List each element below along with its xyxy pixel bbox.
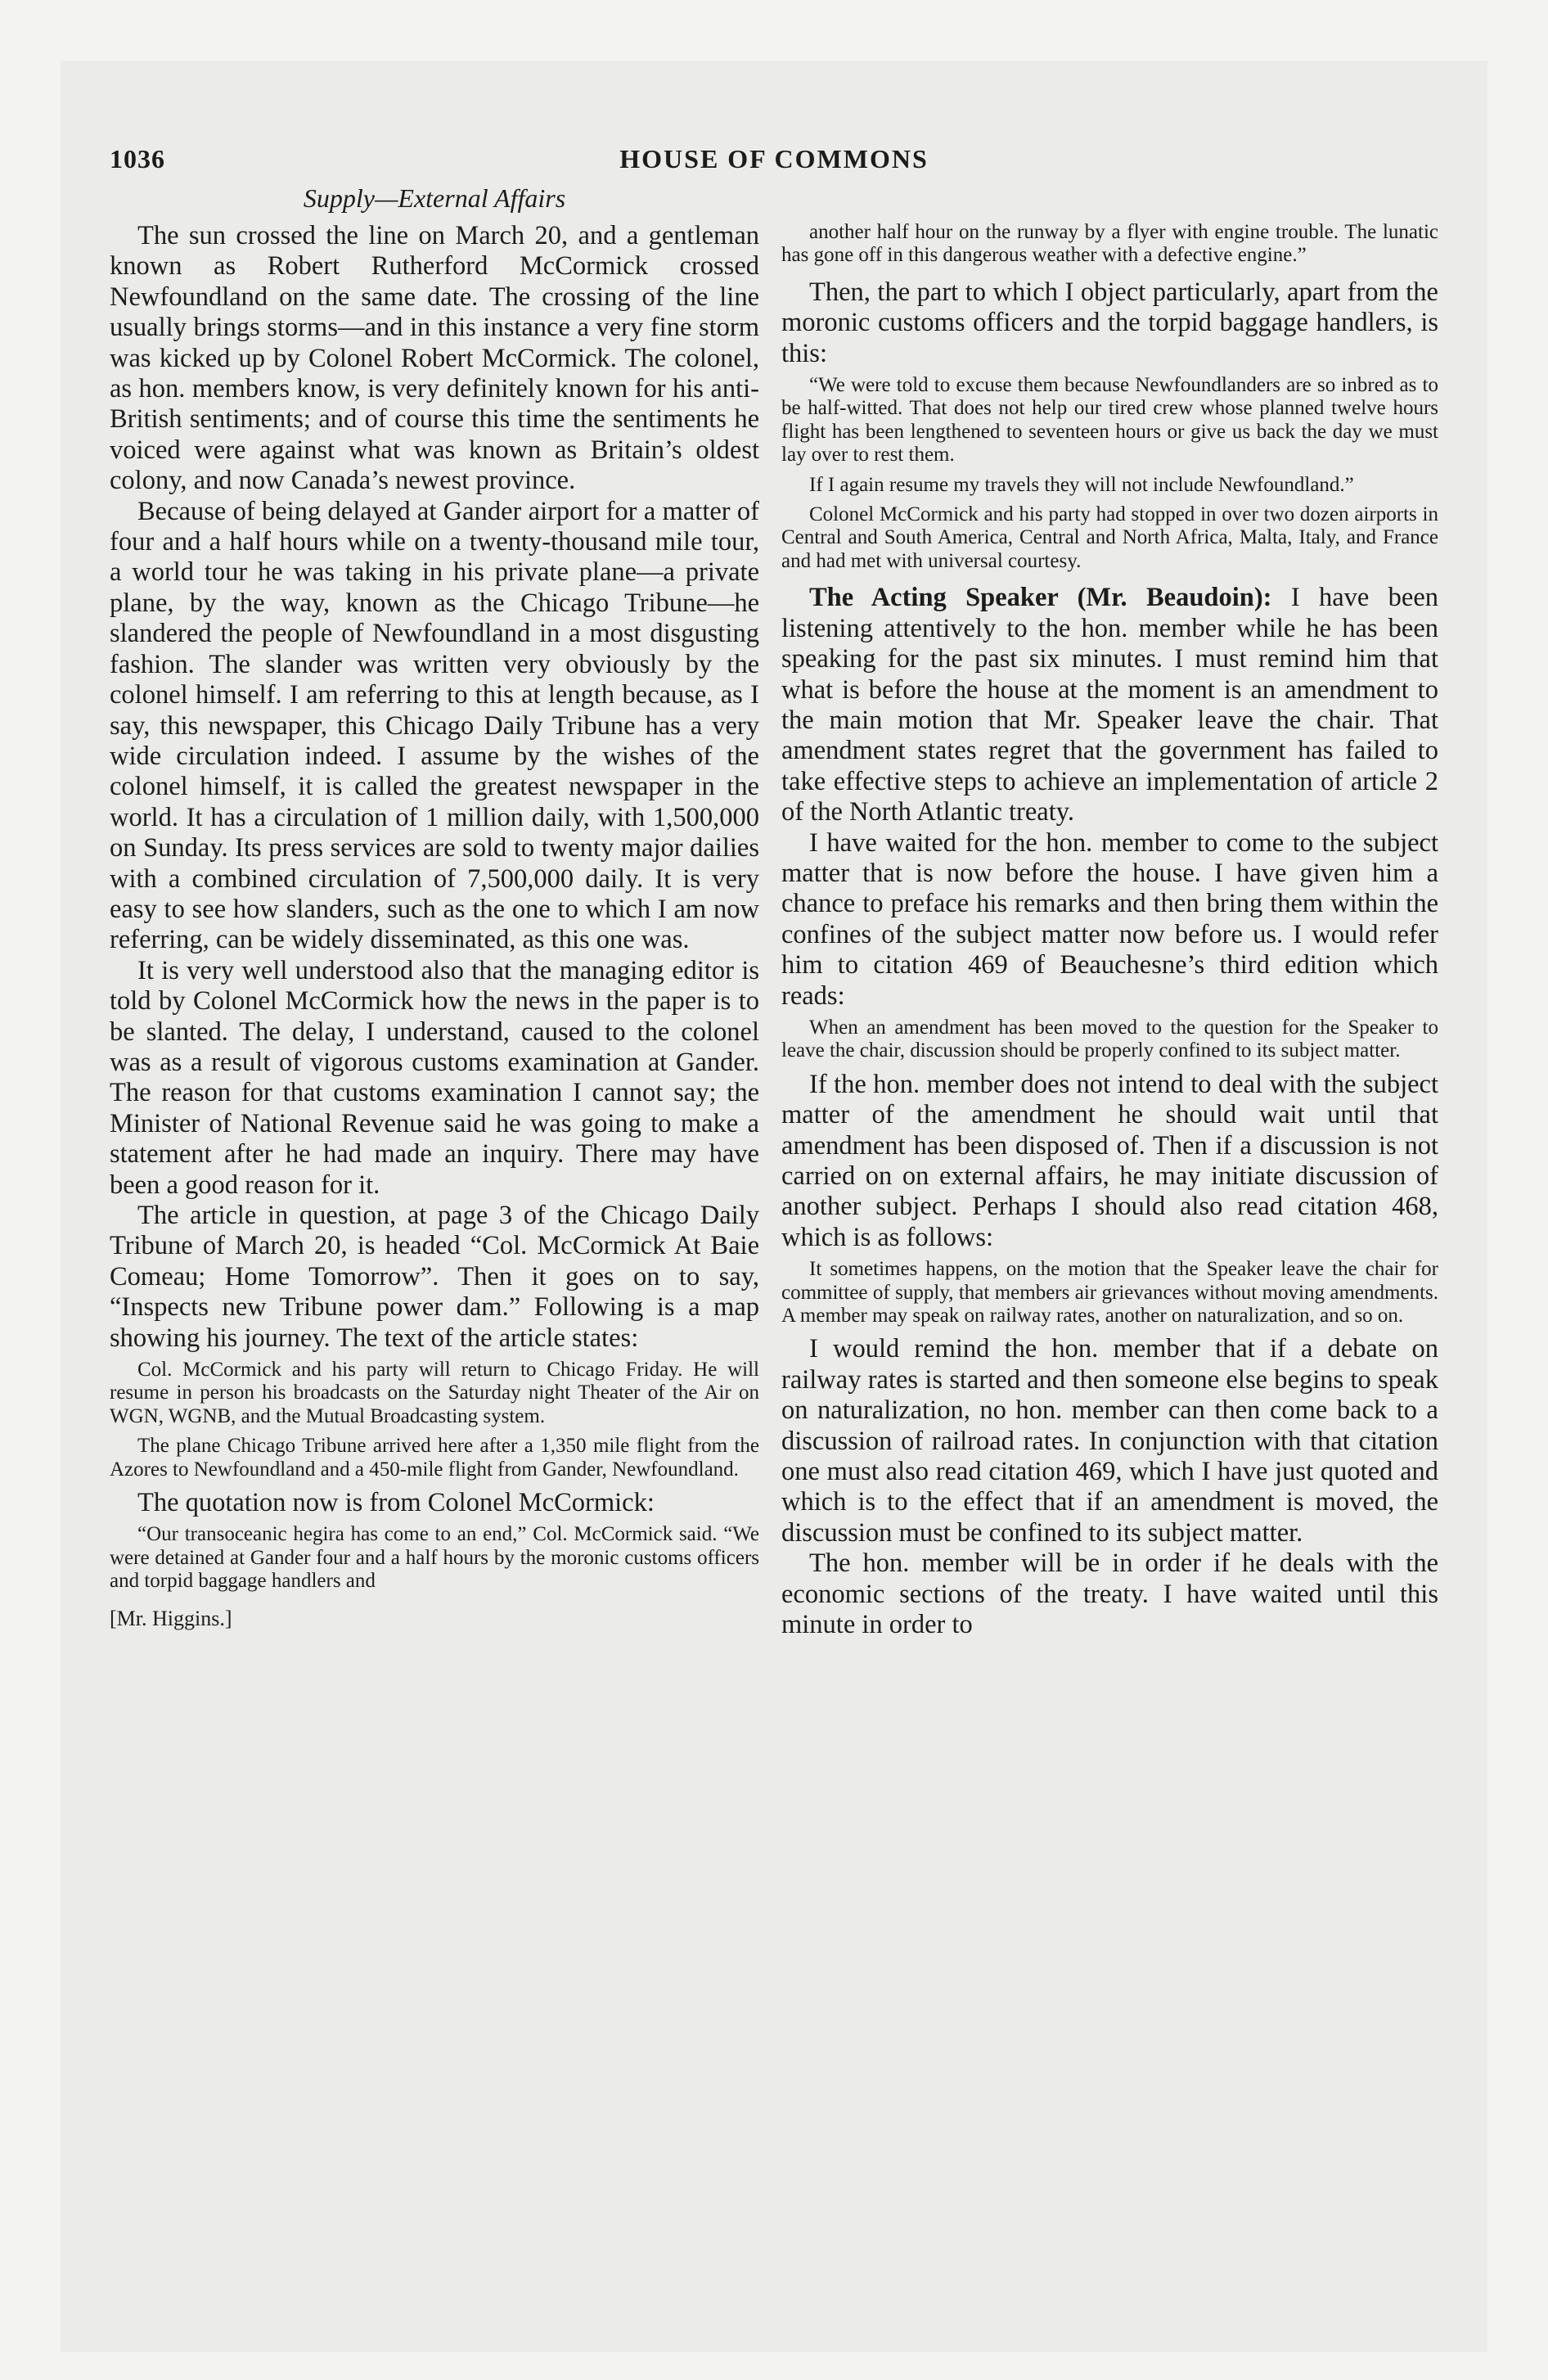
block-quote: The plane Chicago Tribune arrived here after a 1,350 mile flight from the Azores to Newfoundland and a 450-mile flight from Gander, Newfoundland. <box>110 1435 759 1481</box>
speaker-paragraph <box>781 583 1438 827</box>
block-quote: “Our transoceanic hegira has come to an end,” Col. McCormick said. “We were detained at Gander four and a half hours by the moronic customs officers and torpid baggage handlers and <box>110 1523 759 1593</box>
block-quote: When an amendment has been moved to the question for the Speaker to leave the chair, discussion should be properly confined to its subject matter. <box>781 1016 1438 1062</box>
paragraph: The hon. member will be in order if he deals with the economic sections of the treaty. I have waited until this minute in order to <box>781 1548 1438 1640</box>
paragraph: The quotation now is from Colonel McCormick: <box>137 1488 655 1518</box>
block-quote: It sometimes happens, on the motion that the Speaker leave the chair for committee of supply, that members air grievances without moving amendments. A member may speak on railway rates, another on naturalization, and so on. <box>781 1258 1438 1327</box>
paragraph: Then, the part to which I object particularly, apart from the moronic customs officers and the torpid baggage handlers, is this: <box>781 277 1438 368</box>
page-title: HOUSE OF COMMONS <box>619 144 929 174</box>
section-subtitle: Supply—External Affairs <box>303 183 566 213</box>
paragraph: It is very well understood also that the managing editor is told by Colonel McCormick how the news in the paper is to be slanted. The delay, I understand, caused to the colonel was as a result of vigorous customs examination at Gander. The reason for that customs examination I cannot say; the Minister of National Revenue said he was going to make a statement after he had made an inquiry. There may have been a good reason for it. <box>110 955 759 1200</box>
paragraph: Because of being delayed at Gander airport for a matter of four and a half hours while on a twenty-thousand mile tour, a world tour he was taking in his private plane—a private plane, by the way, known as the Chicago Tribune—he slandered the people of Newfoundland in a most disgusting fashion. The slander was written very obviously by the colonel himself. I am referring to this at length because, as I say, this newspaper, this Chicago Daily Tribune has a very wide circulation indeed. I assume by the wishes of the colonel himself, it is called the greatest newspaper in the world. It has a circulation of 1 million daily, with 1,500,000 on Sunday. Its press services are sold to twenty major dailies with a combined circulation of 7,500,000 daily. It is very easy to see how slanders, such as the one to which I am now referring, can be widely disseminated, as this one was. <box>110 496 759 955</box>
paragraph: The sun crossed the line on March 20, and a gentleman known as Robert Rutherford McCormick crossed Newfoundland on the same date. The crossing of the line usually brings storms—and in this instance a very fine storm was kicked up by Colonel Robert McCormick. The colonel, as hon. members know, is very definitely known for his anti-British sentiments; and of course this time the sentiments he voiced were against what was known as Britain’s oldest colony, and now Canada’s newest province. <box>110 221 759 496</box>
block-quote: Colonel McCormick and his party had stopped in over two dozen airports in Central and South America, Central and North Africa, Malta, Italy, and France and had met with universal courtesy. <box>781 503 1438 572</box>
paragraph: I would remind the hon. member that if a debate on railway rates is started and then someone else begins to speak on naturalization, no hon. member can then come back to a discussion of railroad rates. In conjunction with that citation one must also read citation 469, which I have just quoted and which is to the effect that if an amendment is moved, the discussion must be confined to its subject matter. <box>781 1334 1438 1548</box>
left-column <box>110 221 759 1631</box>
speaker-text: I have been listening attentively to the hon. member while he has been speaking for the past six minutes. I must remind him that what is before the house at the moment is an amendment to the main motion that Mr. Speaker leave the chair. That amendment states regret that the government has failed to take effective steps to achieve an implementation of article 2 of the North Atlantic treaty. <box>781 583 1439 827</box>
block-quote: another half hour on the runway by a flyer with engine trouble. The lunatic has gone off in this dangerous weather with a defective engine.” <box>781 221 1438 267</box>
right-column <box>781 221 1438 1641</box>
page-number: 1036 <box>110 144 165 174</box>
block-quote: If I again resume my travels they will not include Newfoundland.” <box>809 473 1354 496</box>
paragraph: I have waited for the hon. member to come to the subject matter that is now before the house. I have given him a chance to preface his remarks and then bring them within the confines of the subject matter now before us. I would refer him to citation 469 of Beauchesne’s third edition which reads: <box>781 827 1438 1011</box>
paragraph: If the hon. member does not intend to deal with the subject matter of the amendment he should wait until that amendment has been disposed of. Then if a discussion is not carried on on external affairs, he may initiate discussion of another subject. Perhaps I should also read citation 468, which is as follows: <box>781 1069 1438 1252</box>
speaker-name: The Acting Speaker (Mr. Beaudoin): <box>809 583 1272 613</box>
block-quote: “We were told to excuse them because Newfoundlanders are so inbred as to be half-witted. That does not help our tired crew whose planned twelve hours flight has been lengthened to seventeen hours or give us back the day we must lay over to rest them. <box>781 374 1438 467</box>
speaker-attribution: [Mr. Higgins.] <box>110 1606 232 1630</box>
paragraph: The article in question, at page 3 of the Chicago Daily Tribune of March 20, is headed “Col. McCormick At Baie Comeau; Home Tomorrow”. Then it goes on to say, “Inspects new Tribune power dam.” Following is a map showing his journey. The text of the article states: <box>110 1201 759 1353</box>
block-quote: Col. McCormick and his party will return to Chicago Friday. He will resume in person his broadcasts on the Saturday night Theater of the Air on WGN, WGNB, and the Mutual Broadcasting system. <box>110 1359 759 1427</box>
